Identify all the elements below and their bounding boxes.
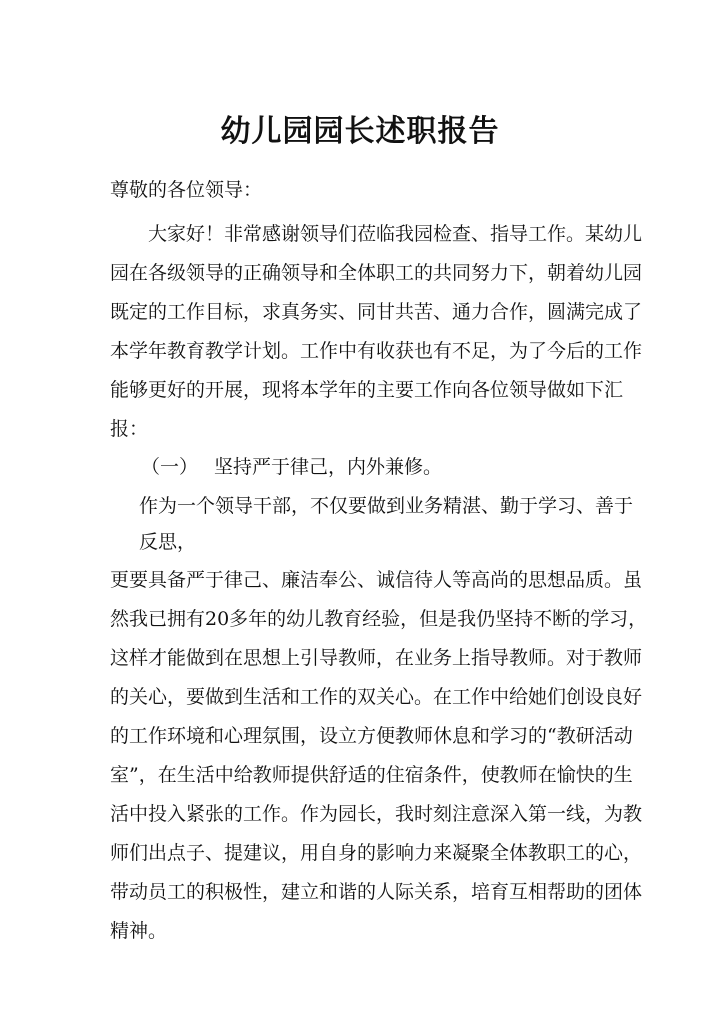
paragraph-line: 园在各级领导的正确领导和全体职工的共同努力下，朝着幼儿园 — [110, 262, 643, 284]
paragraph-line: 精神。 — [110, 920, 168, 942]
paragraph-line: 师们出点子、提建议，用自身的影响力来凝聚全体教职工的心， — [110, 842, 643, 864]
section-heading: 坚持严于律己，内外兼修。 — [214, 456, 443, 478]
paragraph-line: 这样才能做到在思想上引导教师，在业务上指导教师。对于教师 — [110, 647, 643, 669]
document-title: 幼儿园园长述职报告 — [220, 114, 500, 149]
paragraph-line: 反思， — [139, 531, 197, 553]
greeting: 尊敬的各位领导： — [110, 179, 263, 201]
paragraph-line: 带动员工的积极性，建立和谐的人际关系，培育互相帮助的团体 — [110, 881, 643, 903]
paragraph-line: 能够更好的开展，现将本学年的主要工作向各位领导做如下汇 — [110, 379, 624, 401]
paragraph-line: 的工作环境和心理氛围，设立方便教师休息和学习的“教研活动 — [110, 725, 633, 747]
paragraph-line: 室”，在生活中给教师提供舒适的住宿条件，使教师在愉快的生 — [110, 764, 633, 786]
paragraph-line: 作为一个领导干部，不仅要做到业务精湛、勤于学习、善于 — [139, 495, 634, 517]
paragraph-line: 活中投入紧张的工作。作为园长，我时刻注意深入第一线，为教 — [110, 803, 643, 825]
paragraph-line: 更要具备严于律己、廉洁奉公、诚信待人等高尚的思想品质。虽 — [110, 569, 643, 591]
paragraph-line: 大家好！非常感谢领导们莅临我园检查、指导工作。某幼儿 — [148, 223, 643, 245]
paragraph-line: 的关心，要做到生活和工作的双关心。在工作中给她们创设良好 — [110, 686, 643, 708]
paragraph-line: 报： — [110, 418, 149, 440]
paragraph-line: 然我已拥有20多年的幼儿教育经验，但是我仍坚持不断的学习， — [110, 608, 648, 630]
paragraph-line: 本学年教育教学计划。工作中有收获也有不足，为了今后的工作 — [110, 340, 643, 362]
section-number: （一） — [141, 456, 199, 478]
paragraph-line: 既定的工作目标，求真务实、同甘共苦、通力合作，圆满完成了 — [110, 301, 643, 323]
